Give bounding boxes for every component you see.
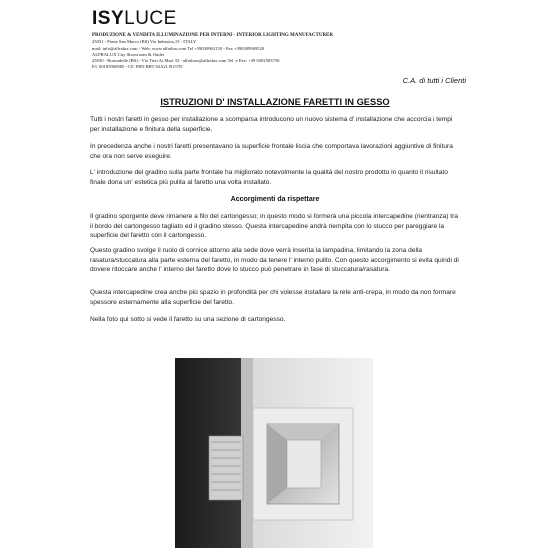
document-title: ISTRUZIONI D' INSTALLAZIONE FARETTI IN GESSO — [160, 97, 390, 107]
paragraph: Questa intercapedine crea anche più spazio in profondità per chi volesse installare la rete anti-crepa, in modo da non formare spessore esternamente alla superficie del faretto. — [90, 289, 456, 306]
header-line: PRODUZIONE & VENDITA ILLUMINAZIONE PER INTERNI - INTERIOR LIGHTING MANUFACTURER — [92, 33, 333, 38]
paragraph: Il gradino sporgente deve rimanere a filo del cartongesso; in questo modo si formerà una piccola intercapedine (rientranza) tra il bordo del cartongesso tagliato ed il gradino stesso. Questa intercapedine andrà riempita con lo stucco per pareggiare la superficie del faretto con il cartongesso. — [90, 213, 458, 240]
paragraph: Nella foto qui sotto si vede il faretto su una sezione di cartongesso. — [90, 316, 286, 323]
paragraph: In precedenza anche i nostri faretti presentavano la superficie frontale liscia che comportava lavorazioni aggiuntive di finitura che ora non serve eseguire. — [90, 143, 453, 160]
section-subtitle: Accorgimenti da rispettare — [230, 196, 320, 203]
paragraph: L' introduzione del gradino sulla parte frontale ha migliorato notevolmente la qualità del nostro prodotto in quanto il risultato finale dona un' estetica più pulita al faretto una volta installato. — [90, 169, 448, 186]
header-line: ALFRALUX City Showroom & Outlet — [92, 51, 165, 57]
paragraph: Tutti i nostri faretti in gesso per installazione a scomparsa introducono un nuovo sistema d' installazione che accorcia i tempi per installazione e finitura della superficie. — [90, 116, 453, 133]
header-line: 25031 - Ponte San Marco (BS) Via Industria,15 - ITALY — [92, 39, 197, 45]
header-line: P.I. 00185960985 - CF. FRN RRT 63A21 B157D — [92, 64, 183, 70]
paragraph: Questo gradino svolge il ruolo di cornice attorno alla sede dove verrà inserita la lampadina, limitando la zona della rasatura/stuccatura alla parte esterna del faretto, in modo da tenere l' interno pulito. Con questo accorgimento si evita quindi di dovere ritoccare anche l' interno del faretto dove lo stucco può penetrare in fase di stuccatura/rasatura. — [90, 247, 459, 274]
addressee: C.A. di tutti i Clienti — [402, 76, 466, 85]
product-photo — [175, 358, 373, 548]
header-line: mail: info@alfralux.com - Web: www.alfralux.com Tel +39030963150 - Fax +390309969520 — [92, 45, 265, 51]
company-logo: ISYLUCE — [92, 8, 177, 29]
header-line: 25030 - Roncadelle (BS) - Via Tieri Ai Mari 33 - alfraluxs@alfralux.com Tel. e Fax: +39 0302583750 — [92, 58, 280, 64]
company-header — [92, 33, 492, 71]
